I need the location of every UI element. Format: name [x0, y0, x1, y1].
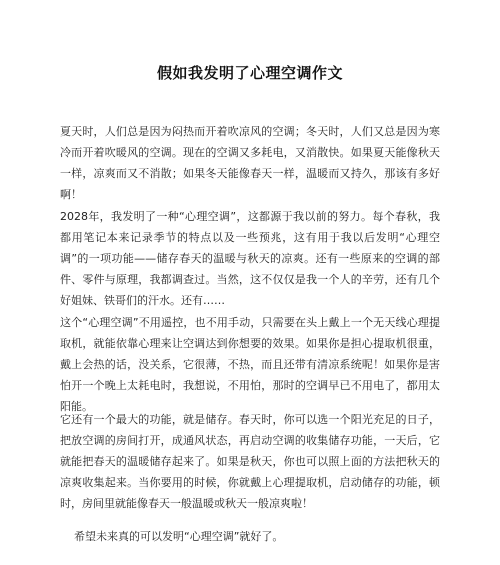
- paragraph-4: 它还有一个最大的功能，就是储存。春天时，你可以选一个阳光充足的日子，把放空调的房间打开，成通风状态，再启动空调的收集储存功能，一天后，它就能把春天的温暖储存起来了。如果是秋天，你也可以照上面的方法把秋天的凉爽收集起来。当你要用的时候，你就戴上心理提取机，启动储存的功能，顿时，房间里就能像春天一般温暖或秋天一般凉爽啦！: [60, 413, 440, 510]
- page-title: 假如我发明了心理空调作文: [156, 64, 343, 82]
- paragraph-5: 希望未来真的可以发明“心理空调”就好了。: [74, 530, 284, 543]
- paragraph-3: 这个“心理空调”不用遥控，也不用手动，只需要在头上戴上一个无天线心理提取机，就能依靠心理来让空调达到你想要的效果。如果你是担心提取机很重，戴上会热的话，没关系，它很薄，不热，而且还带有清凉系统呢！如果你是害怕开一个晚上太耗电时，我想说，不用怕，那时的空调早已不用电了，都用太阳能。: [60, 316, 440, 413]
- paragraph-2: 2028年，我发明了一种“心理空调”，这都源于我以前的努力。每个春秋，我都用笔记本来记录季节的特点以及一些预兆，这有用于我以后发明“心理空调”的一项功能——储存春天的温暖与秋天的凉爽。还有一些原来的空调的部件、零件与原理，我都调查过。当然，这不仅仅是我一个人的辛劳，还有几个好姐妹、铁哥们的汗水。还有……: [60, 210, 440, 307]
- paragraph-1: 夏天时，人们总是因为闷热而开着吹凉风的空调；冬天时，人们又总是因为寒冷而开着吹暖风的空调。现在的空调又多耗电，又消散快。如果夏天能像秋天一样，凉爽而又不消散；如果冬天能像春天一样，温暖而又持久，那该有多好啊！: [60, 125, 440, 201]
